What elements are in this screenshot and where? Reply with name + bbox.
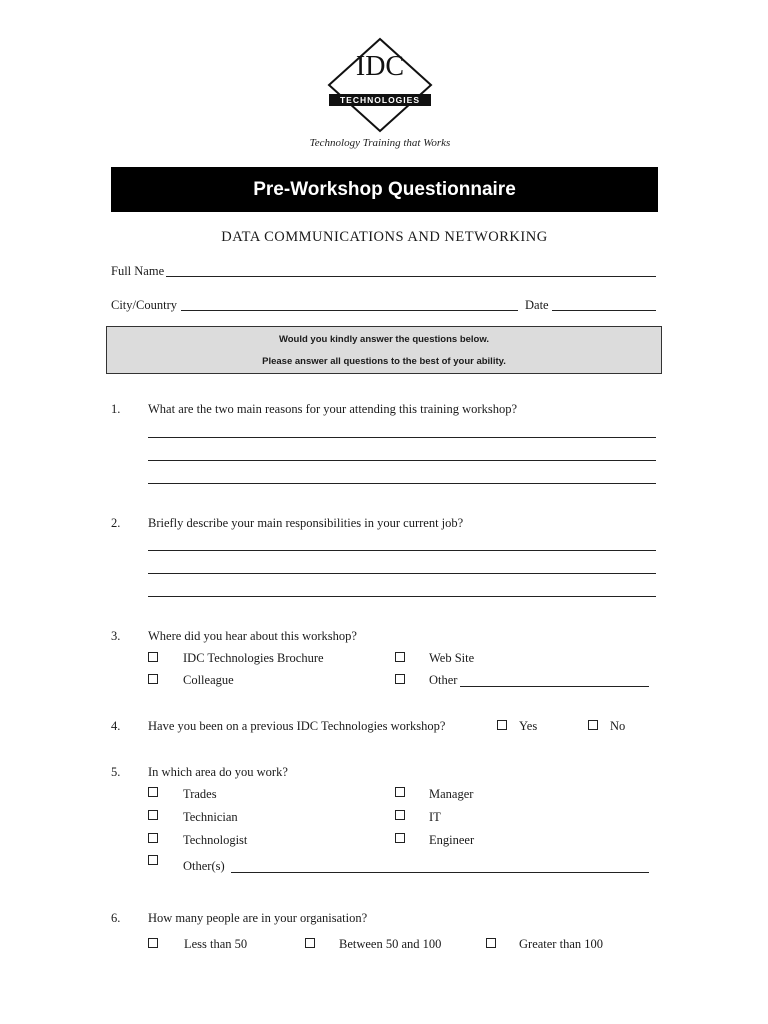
q6-greater-than-100-label: Greater than 100 xyxy=(519,937,603,951)
q6-greater-than-100-checkbox[interactable] xyxy=(486,938,496,948)
q2-answer-line-1[interactable] xyxy=(148,550,656,551)
full-name-field[interactable] xyxy=(166,276,656,277)
q3-colleague-checkbox[interactable] xyxy=(148,674,158,684)
city-country-label: City/Country xyxy=(111,298,177,312)
q1-answer-line-1[interactable] xyxy=(148,437,656,438)
date-field[interactable] xyxy=(552,310,656,311)
logo-brand-main: IDC xyxy=(355,51,405,82)
q3-colleague-label: Colleague xyxy=(183,673,234,687)
full-name-label: Full Name xyxy=(111,264,165,278)
q5-trades-label: Trades xyxy=(183,787,217,801)
q1-answer-line-3[interactable] xyxy=(148,483,656,484)
q2-number: 2. xyxy=(111,516,121,530)
q3-other-field[interactable] xyxy=(460,686,649,687)
page-title: Pre-Workshop Questionnaire xyxy=(253,178,516,200)
q4-text: Have you been on a previous IDC Technologies workshop? xyxy=(148,719,446,733)
q4-yes-label: Yes xyxy=(519,719,538,733)
q5-manager-checkbox[interactable] xyxy=(395,787,405,797)
q3-other-checkbox[interactable] xyxy=(395,674,405,684)
instructions-box xyxy=(106,326,662,374)
q6-less-than-50-checkbox[interactable] xyxy=(148,938,158,948)
q3-other-label: Other xyxy=(429,673,458,687)
q5-number: 5. xyxy=(111,765,121,779)
logo-brand-sub: TECHNOLOGIES xyxy=(339,95,420,105)
q5-technician-label: Technician xyxy=(183,810,238,824)
q2-answer-line-3[interactable] xyxy=(148,596,656,597)
q5-engineer-label: Engineer xyxy=(429,833,475,847)
q5-engineer-checkbox[interactable] xyxy=(395,833,405,843)
q5-technician-checkbox[interactable] xyxy=(148,810,158,820)
q5-it-label: IT xyxy=(429,810,441,824)
q4-yes-checkbox[interactable] xyxy=(497,720,507,730)
q4-no-label: No xyxy=(610,719,626,733)
instructions-line-1: Would you kindly answer the questions below. xyxy=(278,334,490,345)
q3-website-label: Web Site xyxy=(429,651,475,665)
q5-text: In which area do you work? xyxy=(148,765,288,779)
q5-it-checkbox[interactable] xyxy=(395,810,405,820)
q4-no-checkbox[interactable] xyxy=(588,720,598,730)
q2-answer-line-2[interactable] xyxy=(148,573,656,574)
q5-trades-checkbox[interactable] xyxy=(148,787,158,797)
q4-number: 4. xyxy=(111,719,121,733)
q1-answer-line-2[interactable] xyxy=(148,460,656,461)
q5-others-label: Other(s) xyxy=(183,859,225,873)
q3-number: 3. xyxy=(111,629,121,643)
q3-text: Where did you hear about this workshop? xyxy=(148,629,357,643)
q6-between-50-100-checkbox[interactable] xyxy=(305,938,315,948)
q3-brochure-checkbox[interactable] xyxy=(148,652,158,662)
q6-between-50-100-label: Between 50 and 100 xyxy=(339,937,442,951)
course-subtitle: DATA COMMUNICATIONS AND NETWORKING xyxy=(221,229,548,245)
q1-text: What are the two main reasons for your attending this training workshop? xyxy=(148,402,518,416)
q5-others-field[interactable] xyxy=(231,872,649,873)
date-label: Date xyxy=(525,298,549,312)
q3-website-checkbox[interactable] xyxy=(395,652,405,662)
q5-technologist-checkbox[interactable] xyxy=(148,833,158,843)
instructions-line-2: Please answer all questions to the best of your ability. xyxy=(262,356,506,367)
q3-brochure-label: IDC Technologies Brochure xyxy=(183,651,324,665)
page-title-banner xyxy=(111,167,658,212)
city-country-field[interactable] xyxy=(181,310,518,311)
q2-text: Briefly describe your main responsibilities in your current job? xyxy=(148,516,464,530)
q5-manager-label: Manager xyxy=(429,787,474,801)
q6-less-than-50-label: Less than 50 xyxy=(184,937,248,951)
q5-technologist-label: Technologist xyxy=(183,833,248,847)
logo-tagline: Technology Training that Works xyxy=(309,137,451,149)
q5-others-checkbox[interactable] xyxy=(148,855,158,865)
q6-number: 6. xyxy=(111,911,121,925)
q6-text: How many people are in your organisation? xyxy=(148,911,368,925)
q1-number: 1. xyxy=(111,402,121,416)
